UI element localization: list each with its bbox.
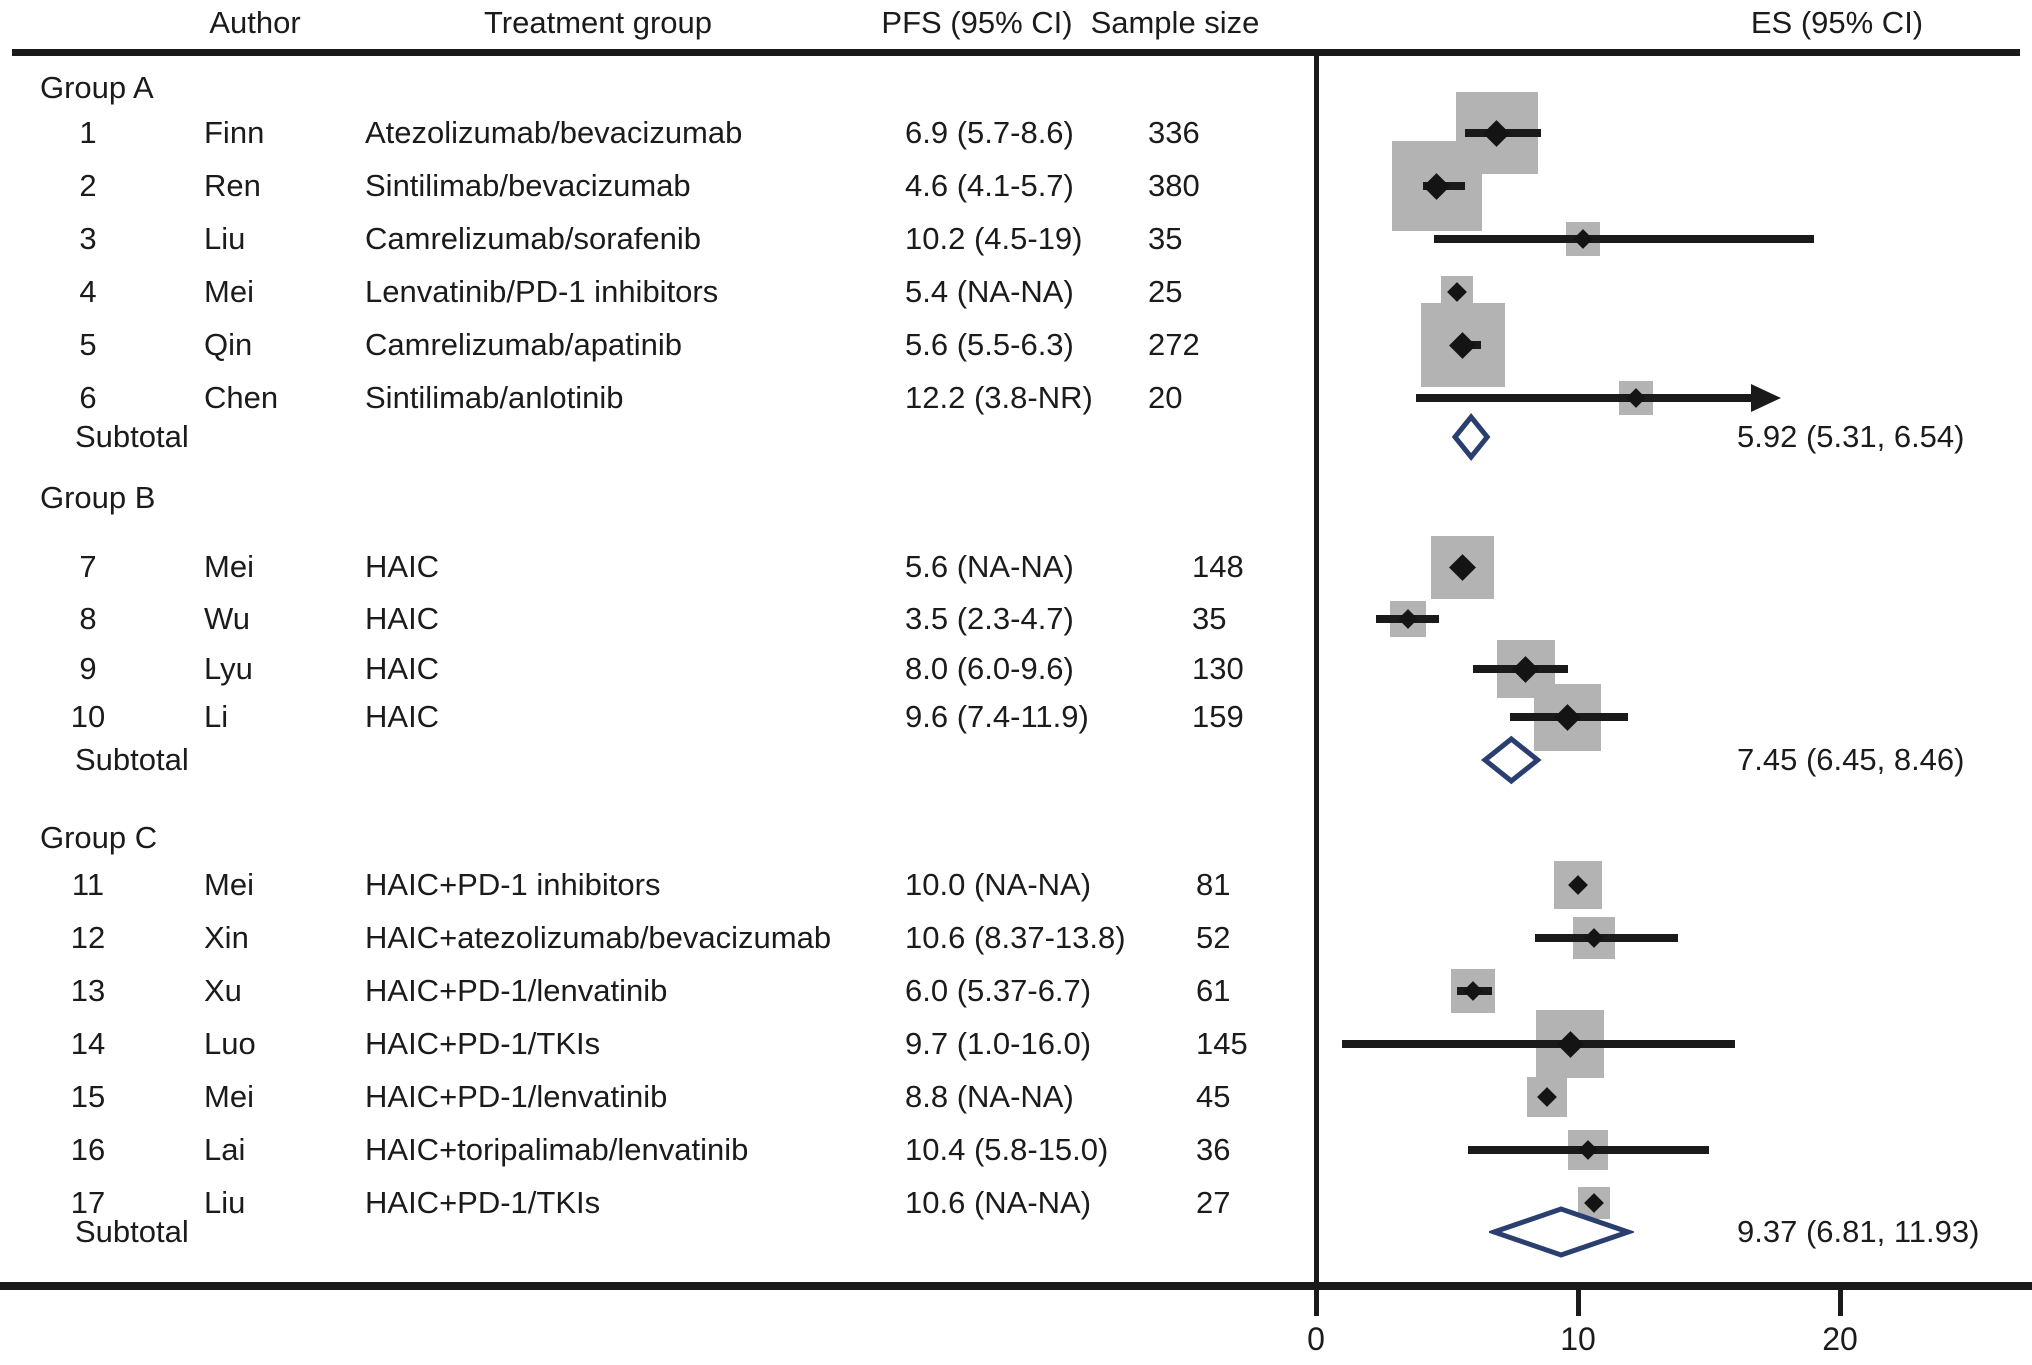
subtotal-es-value: 7.45 (6.45, 8.46) <box>1737 742 1965 777</box>
axis-line <box>0 1282 2032 1290</box>
study-sample-size: 145 <box>1196 1026 1248 1061</box>
subtotal-diamond-icon <box>1489 1204 1633 1265</box>
study-pfs: 4.6 (4.1-5.7) <box>905 168 1074 203</box>
group-label: Group A <box>40 70 154 105</box>
study-pfs: 9.6 (7.4-11.9) <box>905 699 1089 734</box>
study-treatment: HAIC+PD-1/lenvatinib <box>365 1079 668 1114</box>
x-axis-tick <box>1314 1290 1319 1316</box>
study-treatment: HAIC+PD-1 inhibitors <box>365 867 661 902</box>
study-row-number: 14 <box>70 1026 106 1061</box>
study-author: Mei <box>204 549 254 584</box>
ci-line <box>1535 934 1677 942</box>
study-row-number: 4 <box>79 274 97 309</box>
study-sample-size: 45 <box>1196 1079 1231 1114</box>
study-sample-size: 25 <box>1148 274 1183 309</box>
study-sample-size: 52 <box>1196 920 1231 955</box>
study-row-number: 17 <box>70 1185 106 1220</box>
col-header-es: ES (95% CI) <box>1750 5 1924 40</box>
study-treatment: HAIC+atezolizumab/bevacizumab <box>365 920 832 955</box>
study-treatment: HAIC <box>365 651 440 686</box>
study-row-number: 6 <box>79 380 97 415</box>
study-sample-size: 159 <box>1192 699 1244 734</box>
x-axis-tick <box>1576 1290 1581 1316</box>
study-treatment: HAIC+PD-1/TKIs <box>365 1026 601 1061</box>
study-pfs: 10.6 (NA-NA) <box>905 1185 1092 1220</box>
x-axis-tick <box>1838 1290 1843 1316</box>
study-row-number: 5 <box>79 327 97 362</box>
top-rule <box>12 49 2020 56</box>
study-author: Wu <box>204 601 250 636</box>
ci-arrow-icon <box>1751 384 1781 412</box>
study-pfs: 8.8 (NA-NA) <box>905 1079 1074 1114</box>
study-sample-size: 27 <box>1196 1185 1231 1220</box>
study-row-number: 15 <box>70 1079 106 1114</box>
study-pfs: 12.2 (3.8-NR) <box>905 380 1093 415</box>
subtotal-diamond-icon <box>1480 734 1543 791</box>
study-treatment: HAIC+PD-1/lenvatinib <box>365 973 668 1008</box>
study-pfs: 5.6 (5.5-6.3) <box>905 327 1074 362</box>
study-author: Ren <box>204 168 261 203</box>
study-treatment: Lenvatinib/PD-1 inhibitors <box>365 274 719 309</box>
study-row-number: 3 <box>79 221 97 256</box>
study-author: Qin <box>204 327 253 362</box>
group-label: Group C <box>40 820 158 855</box>
x-axis-tick-label: 20 <box>1822 1321 1858 1357</box>
study-pfs: 5.6 (NA-NA) <box>905 549 1074 584</box>
study-sample-size: 336 <box>1148 115 1200 150</box>
study-author: Finn <box>204 115 265 150</box>
ci-line <box>1416 394 1751 402</box>
study-author: Xin <box>204 920 249 955</box>
col-header-pfs: PFS (95% CI) <box>881 5 1073 40</box>
study-author: Liu <box>204 221 246 256</box>
study-row-number: 12 <box>70 920 106 955</box>
study-treatment: HAIC+PD-1/TKIs <box>365 1185 601 1220</box>
study-pfs: 9.7 (1.0-16.0) <box>905 1026 1092 1061</box>
study-row-number: 7 <box>79 549 97 584</box>
study-sample-size: 380 <box>1148 168 1200 203</box>
study-pfs: 10.6 (8.37-13.8) <box>905 920 1126 955</box>
study-pfs: 10.4 (5.8-15.0) <box>905 1132 1109 1167</box>
ci-line <box>1342 1040 1735 1048</box>
study-author: Xu <box>204 973 242 1008</box>
study-sample-size: 61 <box>1196 973 1231 1008</box>
study-author: Liu <box>204 1185 246 1220</box>
subtotal-diamond-icon <box>1450 412 1492 467</box>
group-label: Group B <box>40 480 156 515</box>
study-author: Mei <box>204 867 254 902</box>
study-sample-size: 81 <box>1196 867 1231 902</box>
study-treatment: HAIC <box>365 601 440 636</box>
subtotal-label: Subtotal <box>75 1214 189 1249</box>
col-header-author: Author <box>209 5 301 40</box>
study-row-number: 8 <box>79 601 97 636</box>
x-axis-tick-label: 10 <box>1560 1321 1596 1357</box>
study-treatment: Camrelizumab/sorafenib <box>365 221 701 256</box>
study-treatment: Sintilimab/anlotinib <box>365 380 624 415</box>
study-pfs: 8.0 (6.0-9.6) <box>905 651 1074 686</box>
study-sample-size: 20 <box>1148 380 1183 415</box>
study-row-number: 16 <box>70 1132 106 1167</box>
ci-line <box>1434 235 1814 243</box>
study-sample-size: 35 <box>1148 221 1183 256</box>
study-treatment: Camrelizumab/apatinib <box>365 327 683 362</box>
study-row-number: 2 <box>79 168 97 203</box>
study-author: Chen <box>204 380 279 415</box>
study-row-number: 10 <box>70 699 106 734</box>
subtotal-es-value: 5.92 (5.31, 6.54) <box>1737 419 1965 454</box>
study-author: Lai <box>204 1132 246 1167</box>
study-row-number: 9 <box>79 651 97 686</box>
study-pfs: 10.2 (4.5-19) <box>905 221 1083 256</box>
study-sample-size: 148 <box>1192 549 1244 584</box>
study-treatment: HAIC <box>365 549 440 584</box>
study-author: Mei <box>204 1079 254 1114</box>
study-pfs: 6.0 (5.37-6.7) <box>905 973 1092 1008</box>
study-author: Li <box>204 699 229 734</box>
study-row-number: 1 <box>79 115 97 150</box>
study-pfs: 10.0 (NA-NA) <box>905 867 1092 902</box>
zero-line <box>1314 56 1319 1282</box>
subtotal-label: Subtotal <box>75 742 189 777</box>
study-row-number: 13 <box>70 973 106 1008</box>
x-axis-tick-label: 0 <box>1307 1321 1325 1357</box>
study-author: Mei <box>204 274 254 309</box>
study-sample-size: 272 <box>1148 327 1200 362</box>
col-header-treatment: Treatment group <box>483 5 713 40</box>
study-sample-size: 130 <box>1192 651 1244 686</box>
study-author: Luo <box>204 1026 256 1061</box>
study-pfs: 3.5 (2.3-4.7) <box>905 601 1074 636</box>
study-treatment: Atezolizumab/bevacizumab <box>365 115 743 150</box>
study-author: Lyu <box>204 651 253 686</box>
study-treatment: HAIC <box>365 699 440 734</box>
study-row-number: 11 <box>71 867 105 902</box>
study-sample-size: 36 <box>1196 1132 1231 1167</box>
subtotal-label: Subtotal <box>75 419 189 454</box>
study-pfs: 6.9 (5.7-8.6) <box>905 115 1074 150</box>
study-pfs: 5.4 (NA-NA) <box>905 274 1074 309</box>
study-sample-size: 35 <box>1192 601 1227 636</box>
col-header-sample: Sample size <box>1090 5 1260 40</box>
study-treatment: Sintilimab/bevacizumab <box>365 168 691 203</box>
study-treatment: HAIC+toripalimab/lenvatinib <box>365 1132 749 1167</box>
subtotal-es-value: 9.37 (6.81, 11.93) <box>1737 1214 1980 1249</box>
